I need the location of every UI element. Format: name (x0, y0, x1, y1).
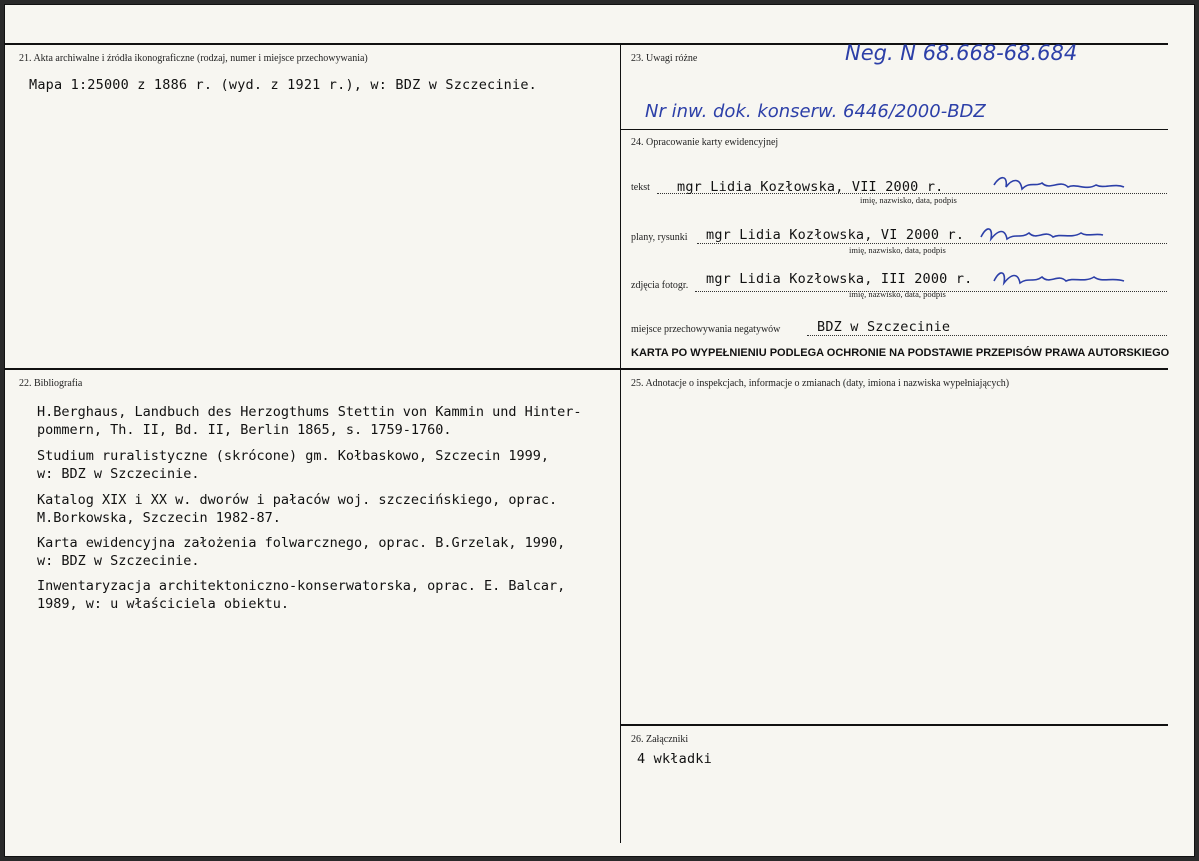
divider-24 (621, 129, 1168, 130)
plany-value: mgr Lidia Kozłowska, VI 2000 r. (706, 227, 965, 243)
zdjecia-label: zdjęcia fotogr. (631, 280, 689, 291)
negatywy-line (807, 335, 1167, 336)
middle-rule (5, 368, 1168, 370)
section-25-label: 25. Adnotacje o inspekcjach, informacje o zmianach (daty, imiona i nazwiska wypełniających) (631, 378, 1010, 389)
copyright-notice: KARTA PO WYPEŁNIENIU PODLEGA OCHRONIE NA PODSTAWIE PRZEPISÓW PRAWA AUTORSKIEGO (631, 347, 1170, 359)
vertical-divider (620, 43, 621, 843)
bibliography-entry: Katalog XIX i XX w. dworów i pałaców woj. szczecińskiego, oprac. M.Borkowska, Szczecin 1982-87. (37, 492, 558, 526)
section-26-text: 4 wkładki (637, 751, 712, 767)
record-card (4, 4, 1195, 857)
divider-26 (621, 724, 1168, 726)
tekst-label: tekst (631, 182, 650, 193)
plany-label: plany, rysunki (631, 232, 688, 243)
signature-zdjecia (990, 263, 1130, 293)
signature-tekst (990, 169, 1130, 199)
plany-hint: imię, nazwisko, data, podpis (849, 245, 946, 255)
bibliography-entry: H.Berghaus, Landbuch des Herzogthums Stettin von Kammin und Hinter- pommern, Th. II, Bd. II, Berlin 1865, s. 1759-1760. (37, 404, 582, 438)
negatywy-label: miejsce przechowywania negatywów (631, 324, 781, 335)
section-21-text: Mapa 1:25000 z 1886 r. (wyd. z 1921 r.), w: BDZ w Szczecinie. (29, 77, 537, 93)
section-23-label: 23. Uwagi różne (631, 53, 698, 64)
section-26-label: 26. Załączniki (631, 734, 689, 745)
handwritten-negative-number: Neg. N 68.668-68.684 (845, 41, 1078, 65)
bibliography-entry: Inwentaryzacja architektoniczno-konserwatorska, oprac. E. Balcar, 1989, w: u właściciela obiektu. (37, 578, 566, 612)
section-22-label: 22. Bibliografia (19, 378, 83, 389)
tekst-hint: imię, nazwisko, data, podpis (860, 195, 957, 205)
zdjecia-value: mgr Lidia Kozłowska, III 2000 r. (706, 271, 973, 287)
tekst-value: mgr Lidia Kozłowska, VII 2000 r. (677, 179, 944, 195)
bibliography-entry: Karta ewidencyjna założenia folwarcznego, oprac. B.Grzelak, 1990, w: BDZ w Szczecinie. (37, 535, 566, 569)
handwritten-inventory-number: Nr inw. dok. konserw. 6446/2000-BDZ (645, 101, 986, 122)
negatywy-value: BDZ w Szczecinie (817, 319, 951, 335)
bibliography-entry: Studium ruralistyczne (skrócone) gm. Kołbaskowo, Szczecin 1999, w: BDZ w Szczecinie. (37, 448, 550, 482)
section-24-label: 24. Opracowanie karty ewidencyjnej (631, 137, 779, 148)
section-21-label: 21. Akta archiwalne i źródła ikonograficzne (rodzaj, numer i miejsce przechowywania) (19, 53, 368, 64)
signature-plany (977, 219, 1107, 249)
zdjecia-hint: imię, nazwisko, data, podpis (849, 289, 946, 299)
